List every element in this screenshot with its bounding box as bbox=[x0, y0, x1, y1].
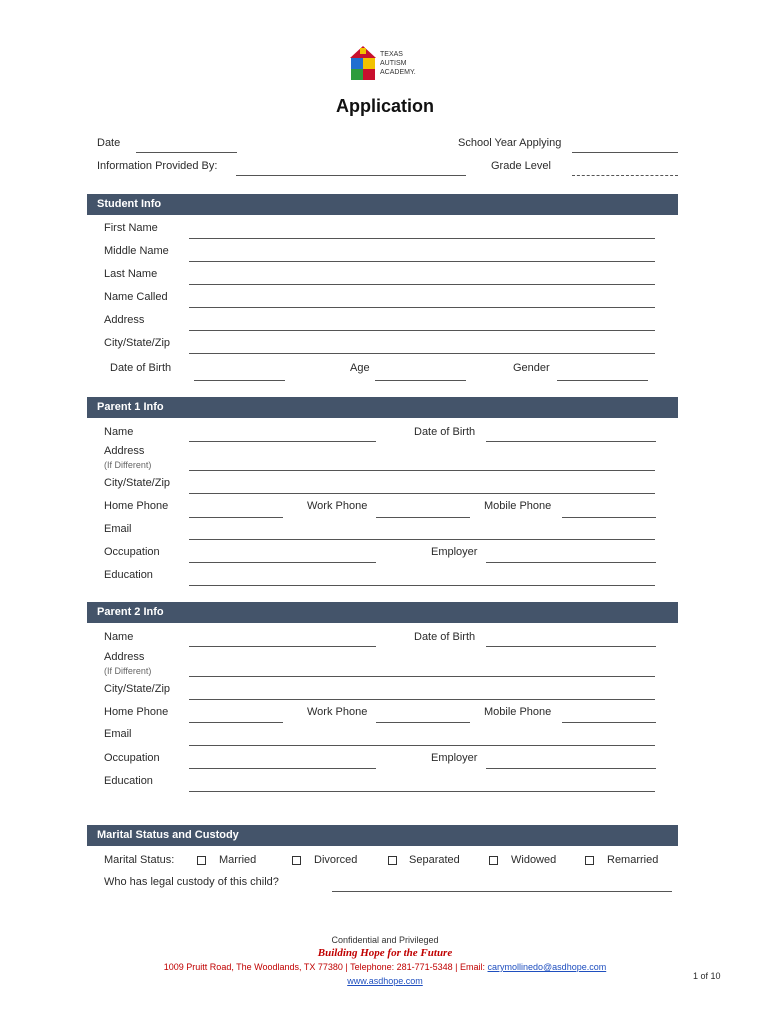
parent2-info-header bbox=[87, 602, 678, 623]
p2-home-phone-field[interactable] bbox=[189, 722, 283, 723]
p1-name-label: Name bbox=[104, 426, 134, 438]
p1-city-field[interactable] bbox=[189, 493, 655, 494]
info-provided-field[interactable] bbox=[236, 175, 466, 176]
gender-field[interactable] bbox=[557, 380, 648, 381]
p1-email-label: Email bbox=[104, 523, 132, 535]
p1-employer-label: Employer bbox=[431, 546, 478, 558]
parent1-info-header bbox=[87, 397, 678, 418]
grade-level-label: Grade Level bbox=[491, 160, 551, 172]
p2-dob-field[interactable] bbox=[486, 646, 656, 647]
p1-home-phone-label: Home Phone bbox=[104, 500, 169, 512]
logo-line-1: TEXAS bbox=[380, 51, 403, 58]
p1-dob-label: Date of Birth bbox=[414, 426, 476, 438]
info-provided-label: Information Provided By: bbox=[97, 160, 218, 172]
widowed-checkbox[interactable] bbox=[489, 856, 498, 865]
p1-if-different-note: (If Different) bbox=[104, 460, 152, 470]
p1-city-label: City/State/Zip bbox=[104, 477, 171, 489]
tagline: Building Hope for the Future bbox=[317, 947, 453, 959]
custody-field[interactable] bbox=[332, 891, 672, 892]
parent2-info-heading: Parent 2 Info bbox=[97, 606, 164, 618]
p2-employer-label: Employer bbox=[431, 752, 478, 764]
p2-email-field[interactable] bbox=[189, 745, 655, 746]
website-link[interactable]: www.asdhope.com bbox=[347, 976, 423, 986]
first-name-label: First Name bbox=[104, 222, 158, 234]
divorced-option-label: Divorced bbox=[314, 854, 358, 866]
parent1-info-heading: Parent 1 Info bbox=[97, 401, 164, 413]
website-line bbox=[0, 976, 770, 986]
p2-education-label: Education bbox=[104, 775, 153, 787]
middle-name-label: Middle Name bbox=[104, 245, 169, 257]
city-state-zip-label: City/State/Zip bbox=[104, 337, 171, 349]
p2-name-field[interactable] bbox=[189, 646, 376, 647]
p2-mobile-phone-field[interactable] bbox=[562, 722, 656, 723]
p1-home-phone-field[interactable] bbox=[189, 517, 283, 518]
p2-address-field[interactable] bbox=[189, 676, 655, 677]
address-field[interactable] bbox=[189, 330, 655, 331]
married-option-label: Married bbox=[219, 854, 257, 866]
name-called-field[interactable] bbox=[189, 307, 655, 308]
custody-label: Who has legal custody of this child? bbox=[104, 876, 279, 888]
p1-occupation-field[interactable] bbox=[189, 562, 376, 563]
p2-work-phone-field[interactable] bbox=[376, 722, 470, 723]
remarried-checkbox[interactable] bbox=[585, 856, 594, 865]
p2-occupation-field[interactable] bbox=[189, 768, 376, 769]
p1-email-field[interactable] bbox=[189, 539, 655, 540]
p2-employer-field[interactable] bbox=[486, 768, 656, 769]
name-called-label: Name Called bbox=[104, 291, 168, 303]
confidential-note: Confidential and Privileged bbox=[331, 935, 439, 945]
contact-line bbox=[0, 962, 770, 972]
p1-mobile-phone-label: Mobile Phone bbox=[484, 500, 552, 512]
grade-level-field[interactable] bbox=[572, 175, 678, 176]
contact-address: 1009 Pruitt Road, The Woodlands, TX 77380 | Telephone: 281-771-5348 | Email: bbox=[163, 962, 488, 972]
student-info-heading: Student Info bbox=[97, 198, 162, 210]
married-checkbox[interactable] bbox=[197, 856, 206, 865]
school-year-label: School Year Applying bbox=[458, 137, 562, 149]
p2-education-field[interactable] bbox=[189, 791, 655, 792]
marital-status-heading: Marital Status and Custody bbox=[97, 829, 239, 841]
p2-mobile-phone-label: Mobile Phone bbox=[484, 706, 552, 718]
divorced-checkbox[interactable] bbox=[292, 856, 301, 865]
email-link[interactable]: carymollinedo@asdhope.com bbox=[487, 962, 607, 972]
first-name-field[interactable] bbox=[189, 238, 655, 239]
p2-dob-label: Date of Birth bbox=[414, 631, 476, 643]
logo-line-2: AUTISM bbox=[380, 60, 407, 67]
p1-mobile-phone-field[interactable] bbox=[562, 517, 656, 518]
dob-label: Date of Birth bbox=[110, 362, 172, 374]
p1-name-field[interactable] bbox=[189, 441, 376, 442]
widowed-option-label: Widowed bbox=[511, 854, 557, 866]
p2-city-label: City/State/Zip bbox=[104, 683, 171, 695]
p2-if-different-note: (If Different) bbox=[104, 666, 152, 676]
p1-work-phone-label: Work Phone bbox=[307, 500, 368, 512]
address-label: Address bbox=[104, 314, 145, 326]
school-logo bbox=[348, 46, 428, 84]
p2-work-phone-label: Work Phone bbox=[307, 706, 368, 718]
school-year-field[interactable] bbox=[572, 152, 678, 153]
logo-line-3: ACADEMY. bbox=[380, 69, 416, 76]
p2-city-field[interactable] bbox=[189, 699, 655, 700]
marital-status-label: Marital Status: bbox=[104, 854, 175, 866]
p1-dob-field[interactable] bbox=[486, 441, 656, 442]
p1-education-field[interactable] bbox=[189, 585, 655, 586]
p2-occupation-label: Occupation bbox=[104, 752, 160, 764]
date-field[interactable] bbox=[136, 152, 237, 153]
age-field[interactable] bbox=[375, 380, 466, 381]
page-title: Application bbox=[336, 96, 434, 116]
last-name-field[interactable] bbox=[189, 284, 655, 285]
separated-checkbox[interactable] bbox=[388, 856, 397, 865]
p2-home-phone-label: Home Phone bbox=[104, 706, 169, 718]
middle-name-field[interactable] bbox=[189, 261, 655, 262]
p1-occupation-label: Occupation bbox=[104, 546, 160, 558]
separated-option-label: Separated bbox=[409, 854, 460, 866]
gender-label: Gender bbox=[513, 362, 550, 374]
marital-status-header bbox=[87, 825, 678, 846]
dob-field[interactable] bbox=[194, 380, 285, 381]
city-state-zip-field[interactable] bbox=[189, 353, 655, 354]
p1-address-label: Address bbox=[104, 445, 145, 457]
remarried-option-label: Remarried bbox=[607, 854, 659, 866]
page-number: 1 of 10 bbox=[693, 971, 721, 981]
age-label: Age bbox=[350, 362, 370, 374]
p1-work-phone-field[interactable] bbox=[376, 517, 470, 518]
last-name-label: Last Name bbox=[104, 268, 158, 280]
student-info-header bbox=[87, 194, 678, 215]
p1-address-field[interactable] bbox=[189, 470, 655, 471]
p1-education-label: Education bbox=[104, 569, 153, 581]
schoolhouse-icon bbox=[348, 46, 378, 82]
date-label: Date bbox=[97, 137, 121, 149]
p2-name-label: Name bbox=[104, 631, 134, 643]
p2-address-label: Address bbox=[104, 651, 145, 663]
p1-employer-field[interactable] bbox=[486, 562, 656, 563]
p2-email-label: Email bbox=[104, 728, 132, 740]
